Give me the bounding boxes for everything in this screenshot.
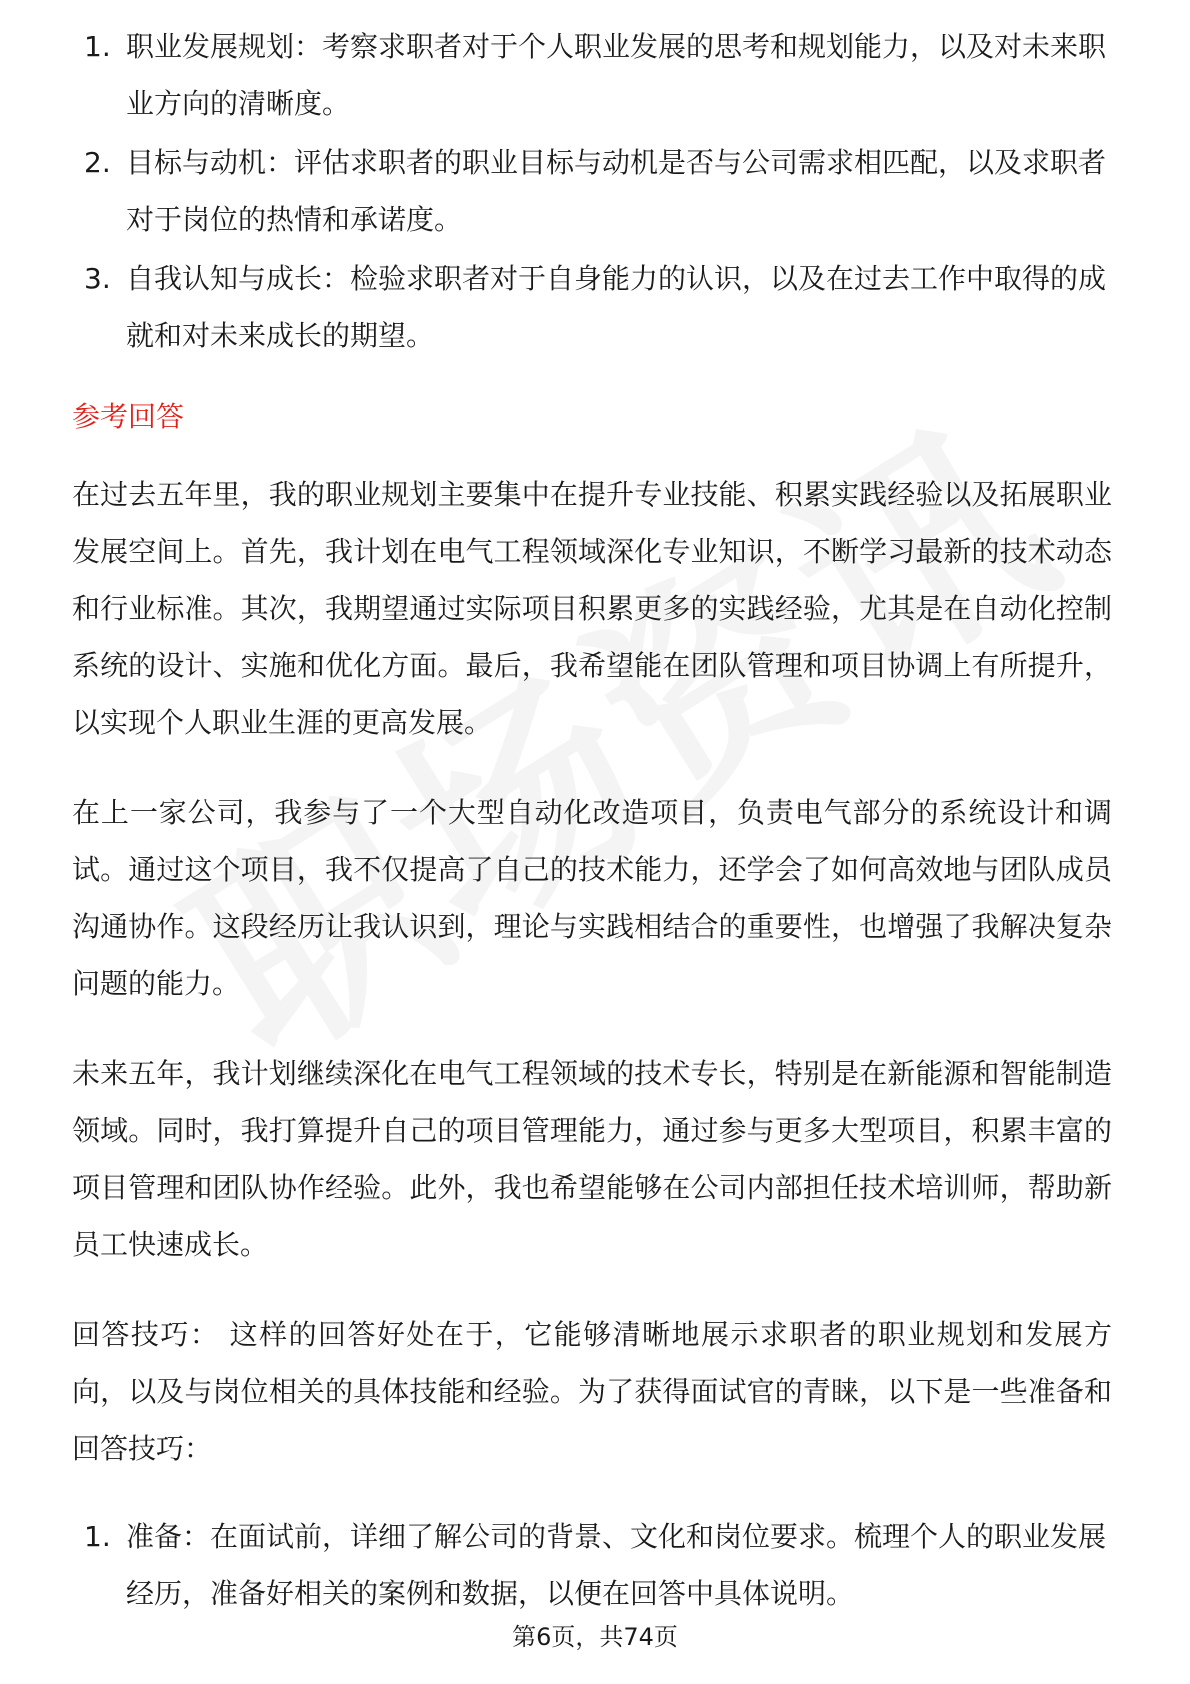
section-title: 参考回答	[72, 400, 185, 433]
page-number-footer: 第6页，共74页	[512, 1623, 678, 1651]
list-item-text: 准备：在面试前，详细了解公司的背景、文化和岗位要求。梳理个人的职业发展经历，准备好相关的案例和数据，以便在回答中具体说明。	[126, 1520, 1107, 1610]
tips-paragraph: 回答技巧： 这样的回答好处在于，它能够清晰地展示求职者的职业规划和发展方向，以及与岗位相关的具体技能和经验。为了获得面试官的青睐，以下是一些准备和回答技巧：	[72, 1318, 1112, 1465]
list-item-text: 职业发展规划：考察求职者对于个人职业发展的思考和规划能力，以及对未来职业方向的清晰度。	[126, 30, 1107, 120]
list-item	[72, 1508, 1112, 1622]
tips-list	[72, 1508, 1112, 1624]
list-item	[72, 18, 1112, 132]
list-item	[72, 134, 1112, 248]
answer-paragraph: 未来五年，我计划继续深化在电气工程领域的技术专长，特别是在新能源和智能制造领域。同时，我打算提升自己的项目管理能力，通过参与更多大型项目，积累丰富的项目管理和团队协作经验。此外，我也希望能够在公司内部担任技术培训师，帮助新员工快速成长。	[72, 1057, 1112, 1261]
evaluation-points-list	[72, 18, 1112, 366]
list-item-text: 自我认知与成长：检验求职者对于自身能力的认识，以及在过去工作中取得的成就和对未来成长的期望。	[126, 262, 1107, 352]
list-item	[72, 250, 1112, 364]
list-item-text: 目标与动机：评估求职者的职业目标与动机是否与公司需求相匹配，以及求职者对于岗位的热情和承诺度。	[126, 146, 1107, 236]
list-item-number: 3.	[84, 262, 111, 295]
answer-paragraph: 在上一家公司，我参与了一个大型自动化改造项目，负责电气部分的系统设计和调试。通过这个项目，我不仅提高了自己的技术能力，还学会了如何高效地与团队成员沟通协作。这段经历让我认识到，理论与实践相结合的重要性，也增强了我解决复杂问题的能力。	[72, 796, 1112, 1000]
answer-paragraph: 在过去五年里，我的职业规划主要集中在提升专业技能、积累实践经验以及拓展职业发展空间上。首先，我计划在电气工程领域深化专业知识，不断学习最新的技术动态和行业标准。其次，我期望通过实际项目积累更多的实践经验，尤其是在自动化控制系统的设计、实施和优化方面。最后，我希望能在团队管理和项目协调上有所提升，以实现个人职业生涯的更高发展。	[72, 478, 1112, 739]
list-item-number: 2.	[84, 146, 111, 179]
list-item-number: 1.	[84, 30, 111, 63]
list-item-number: 1.	[84, 1520, 111, 1553]
